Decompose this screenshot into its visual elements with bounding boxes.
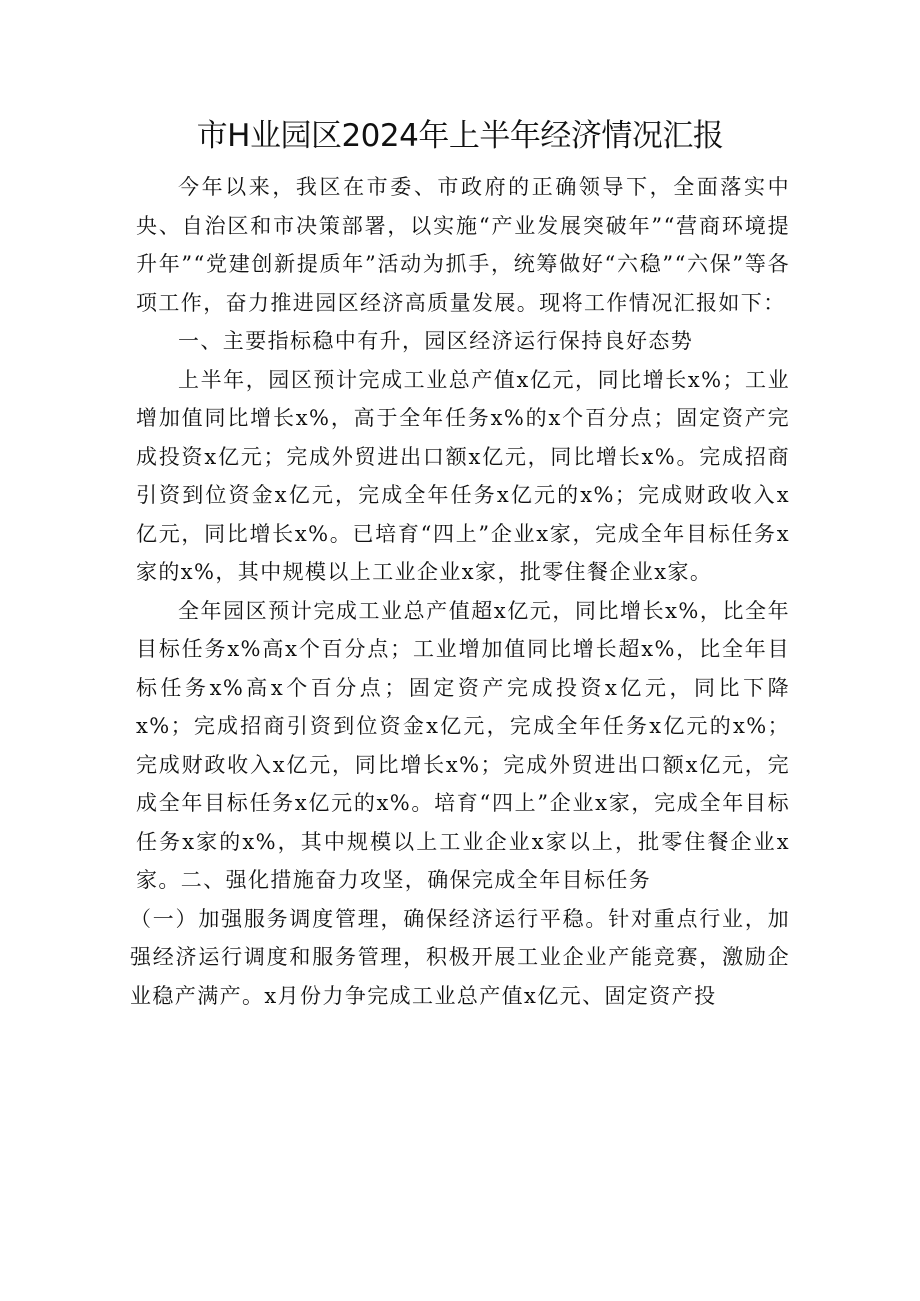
document-body <box>130 168 790 1015</box>
subsection-paragraph-1: （一）加强服务调度管理，确保经济运行平稳。针对重点行业，加强经济运行调度和服务管理，积极开展工业企业产能竞赛，激励企业稳产满产。x月份力争完成工业总产值x亿元、固定资产投 <box>130 906 790 1008</box>
intro-paragraph: 今年以来，我区在市委、市政府的正确领导下，全面落实中央、自治区和市决策部署，以实施“产业发展突破年”“营商环境提升年”“党建创新提质年”活动为抓手，统筹做好“六稳”“六保”等各项工作，奋力推进园区经济高质量发展。现将工作情况汇报如下： <box>136 175 790 315</box>
section-heading-1: 一、主要指标稳中有升，园区经济运行保持良好态势 <box>178 329 694 353</box>
document-title: 市H业园区2024年上半年经济情况汇报 <box>196 118 724 154</box>
full-year-paragraph: 全年园区预计完成工业总产值超x亿元，同比增长x%，比全年目标任务x%高x个百分点；工业增加值同比增长超x%，比全年目标任务x%高x个百分点；固定资产完成投资x亿元，同比下降x%；完成招商引资到位资金x亿元，完成全年任务x亿元的x%；完成财政收入x亿元，同比增长x%；完成外贸进出口额x亿元，完成全年目标任务x亿元的x%。培育“四上”企业x家，完成全年目标任务x家的x%，其中规模以上工业企业x家以上，批零住餐企业x家。二、强化措施奋力攻坚，确保完成全年目标任务 <box>136 598 790 892</box>
first-half-paragraph: 上半年，园区预计完成工业总产值x亿元，同比增长x%；工业增加值同比增长x%，高于全年任务x%的x个百分点；固定资产完成投资x亿元；完成外贸进出口额x亿元，同比增长x%。完成招商引资到位资金x亿元，完成全年任务x亿元的x%；完成财政收入x亿元，同比增长x%。已培育“四上”企业x家，完成全年目标任务x家的x%，其中规模以上工业企业x家，批零住餐企业x家。 <box>136 367 790 584</box>
